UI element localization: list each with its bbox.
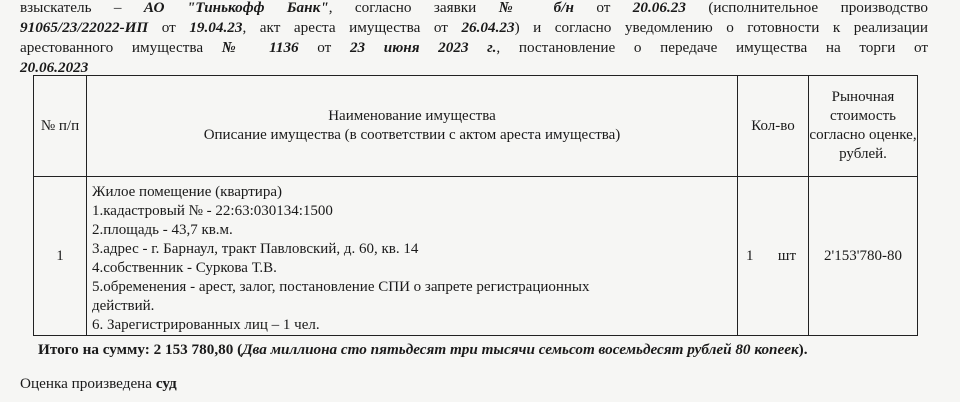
intro-line-4: 20.06.2023 [20,59,89,76]
description-line: действий. [92,298,155,314]
appraisal-note [20,374,177,394]
description-line: 1.кадастровый № - 22:63:030134:1500 [92,203,333,219]
appraisal-text: Оценка произведена [20,375,156,392]
quantity-unit: шт [777,247,796,264]
row-description [87,177,738,336]
total-label: Итого на сумму: 2 153 780,80 ( [38,341,243,358]
appraisal-who: суд [155,375,177,392]
total-end: ). [798,341,808,358]
description-line: 6. Зарегистрированных лиц – 1 чел. [92,317,320,333]
total-in-words: Два миллиона сто пятьдесят три тысячи семьсот восемьдесят рублей 80 копеек [242,341,799,358]
description-line: 2.площадь - 43,7 кв.м. [92,222,233,238]
intro-line-3: арестованного имущества № 1136 от 23 июня 2023 г., постановление о передаче имущества на торги от [20,39,928,56]
header-name-title: Наименование имущества [328,108,496,124]
description-line: 4.собственник - Суркова Т.В. [92,260,277,276]
header-name [87,76,738,177]
header-number: № п/п [34,76,87,177]
intro-line-1: взыскатель – АО "Тинькофф Банк", согласно заявки № б/н от 20.06.23 (исполнительное производство [20,0,929,16]
intro-line-2: 91065/23/22022-ИП от 19.04.23, акт ареста имущества от 26.04.23) и согласно уведомлению о готовности к реализации [20,19,928,36]
quantity-value: 1 [746,247,754,264]
header-name-subtitle: Описание имущества (в соответствии с актом ареста имущества) [203,127,621,143]
table-header-row [34,76,918,177]
intro-paragraph [20,0,928,78]
row-price: 2'153'780-80 [809,177,918,336]
description-line: Жилое помещение (квартира) [92,184,282,200]
header-price: Рыночная стоимость согласно оценке, рублей. [809,76,918,177]
description-line: 5.обременения - арест, залог, постановление СПИ о запрете регистрационных [92,279,590,295]
property-table [33,75,918,336]
row-quantity [738,177,809,336]
table-row [34,177,918,336]
description-line: 3.адрес - г. Барнаул, тракт Павловский, д. 60, кв. 14 [92,241,419,257]
row-number: 1 [34,177,87,336]
total-line [38,340,898,360]
header-quantity: Кол-во [738,76,809,177]
